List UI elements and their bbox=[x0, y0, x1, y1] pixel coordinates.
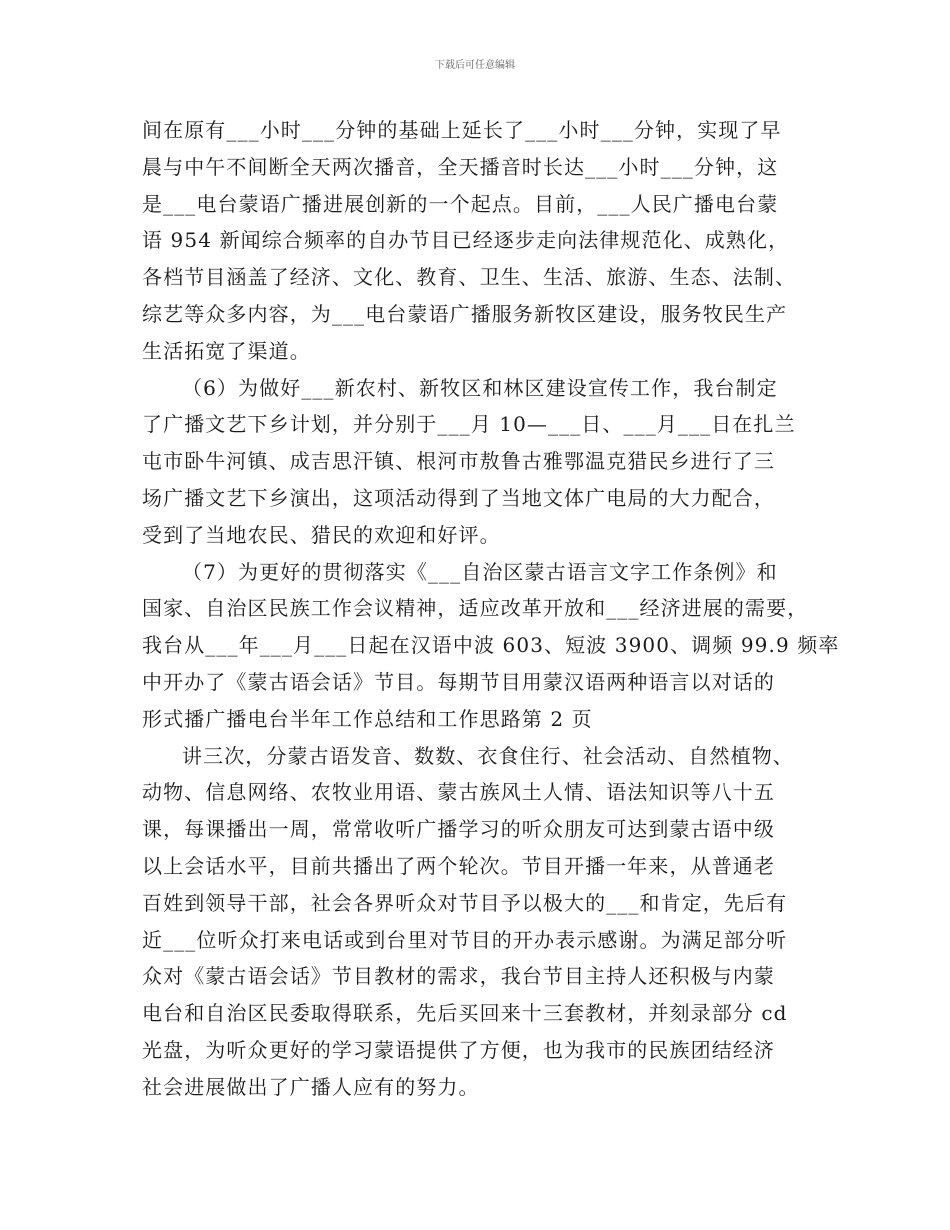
text-line: 百姓到领导干部，社会各界听众对节目予以极大的___和肯定，先后有 bbox=[142, 890, 788, 915]
text-line: 屯市卧牛河镇、成吉思汗镇、根河市敖鲁古雅鄂温克猎民乡进行了三 bbox=[142, 449, 775, 474]
text-line: 了广播文艺下乡计划，并分别于___月 10—___日、___月___日在扎兰 bbox=[142, 412, 796, 437]
text-line: 近___位听众打来电话或到台里对节目的开办表示感谢。为满足部分听 bbox=[142, 927, 788, 952]
text-line: 语 954 新闻综合频率的自办节目已经逐步走向法律规范化、成熟化， bbox=[142, 228, 790, 253]
text-line: 我台从___年___月___日起在汉语中波 603、短波 3900、调频 99.9 频率 bbox=[142, 633, 840, 658]
paragraph-start-line: 讲三次，分蒙古语发音、数数、衣食住行、社会活动、自然植物、 bbox=[182, 743, 794, 768]
text-line: 受到了当地农民、猎民的欢迎和好评。 bbox=[142, 522, 501, 547]
text-line: 电台和自治区民委取得联系，先后买回来十三套教材，并刻录部分 cd bbox=[142, 1001, 788, 1026]
text-line: 中开办了《蒙古语会话》节目。每期节目用蒙汉语两种语言以对话的 bbox=[142, 669, 775, 694]
text-line: 国家、自治区民族工作会议精神，适应改革开放和___经济进展的需要， bbox=[142, 596, 809, 621]
text-line: 综艺等众多内容，为___电台蒙语广播服务新牧区建设，服务牧民生产 bbox=[142, 301, 788, 326]
document-body bbox=[142, 112, 840, 1106]
text-line: 形式播广播电台半年工作总结和工作思路第 2 页 bbox=[142, 706, 593, 731]
text-line: 课，每课播出一周，常常收听广播学习的听众朋友可达到蒙古语中级 bbox=[142, 817, 775, 842]
text-line: 动物、信息网络、农牧业用语、蒙古族风土人情、语法知识等八十五 bbox=[142, 780, 775, 805]
text-line: 各档节目涵盖了经济、文化、教育、卫生、生活、旅游、生态、法制、 bbox=[142, 265, 797, 290]
text-line: 社会进展做出了广播人应有的努力。 bbox=[142, 1074, 480, 1099]
page-header: 下载后可任意编辑 bbox=[435, 60, 515, 71]
paragraph-start-line: （6）为做好___新农村、新牧区和林区建设宣传工作，我台制定 bbox=[182, 375, 778, 400]
text-line: 晨与中午不间断全天两次播音，全天播音时长达___小时___分钟，这 bbox=[142, 154, 779, 179]
text-line: 是___电台蒙语广播进展创新的一个起点。目前，___人民广播电台蒙 bbox=[142, 191, 779, 216]
text-line: 光盘，为听众更好的学习蒙语提供了方便，也为我市的民族团结经济 bbox=[142, 1037, 775, 1062]
text-line: 以上会话水平，目前共播出了两个轮次。节目开播一年来，从普通老 bbox=[142, 853, 775, 878]
text-line: 众对《蒙古语会话》节目教材的需求，我台节目主持人还积极与内蒙 bbox=[142, 964, 775, 989]
text-line: 生活拓宽了渠道。 bbox=[142, 338, 311, 363]
text-line: 场广播文艺下乡演出，这项活动得到了当地文体广电局的大力配合， bbox=[142, 485, 775, 510]
paragraph-start-line: （7）为更好的贯彻落实《___自治区蒙古语言文字工作条例》和 bbox=[182, 559, 778, 584]
text-line: 间在原有___小时___分钟的基础上延长了___小时___分钟，实现了早 bbox=[142, 118, 782, 142]
